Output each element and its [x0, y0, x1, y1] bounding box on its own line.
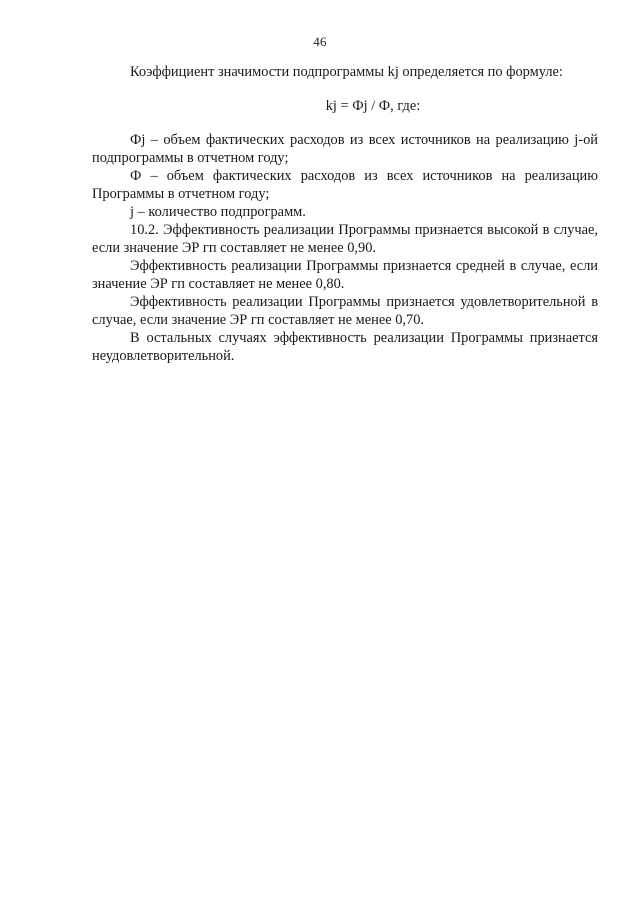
criterion-satisfactory: Эффективность реализации Программы признается удовлетворительной в случае, если значение ЭР гп составляет не менее 0,70. [92, 294, 598, 328]
definition-phi-j: Фj – объем фактических расходов из всех источников на реализацию j-ой подпрограммы в отчетном году; [92, 132, 598, 166]
criterion-unsatisfactory: В остальных случаях эффективность реализации Программы признается неудовлетворительной. [92, 330, 598, 364]
definition-phi: Ф – объем фактических расходов из всех источников на реализацию Программы в отчетном году; [92, 168, 598, 202]
page-content [92, 63, 598, 365]
criterion-medium: Эффективность реализации Программы признается средней в случае, если значение ЭР гп составляет не менее 0,80. [92, 258, 598, 292]
formula-intro: Коэффициент значимости подпрограммы kj определяется по формуле: [130, 64, 563, 80]
criterion-high: 10.2. Эффективность реализации Программы признается высокой в случае, если значение ЭР гп составляет не менее 0,90. [92, 222, 598, 256]
formula: kj = Фj / Ф, где: [325, 98, 421, 114]
definition-j: j – количество подпрограмм. [130, 204, 306, 220]
page-number: 46 [313, 34, 327, 49]
